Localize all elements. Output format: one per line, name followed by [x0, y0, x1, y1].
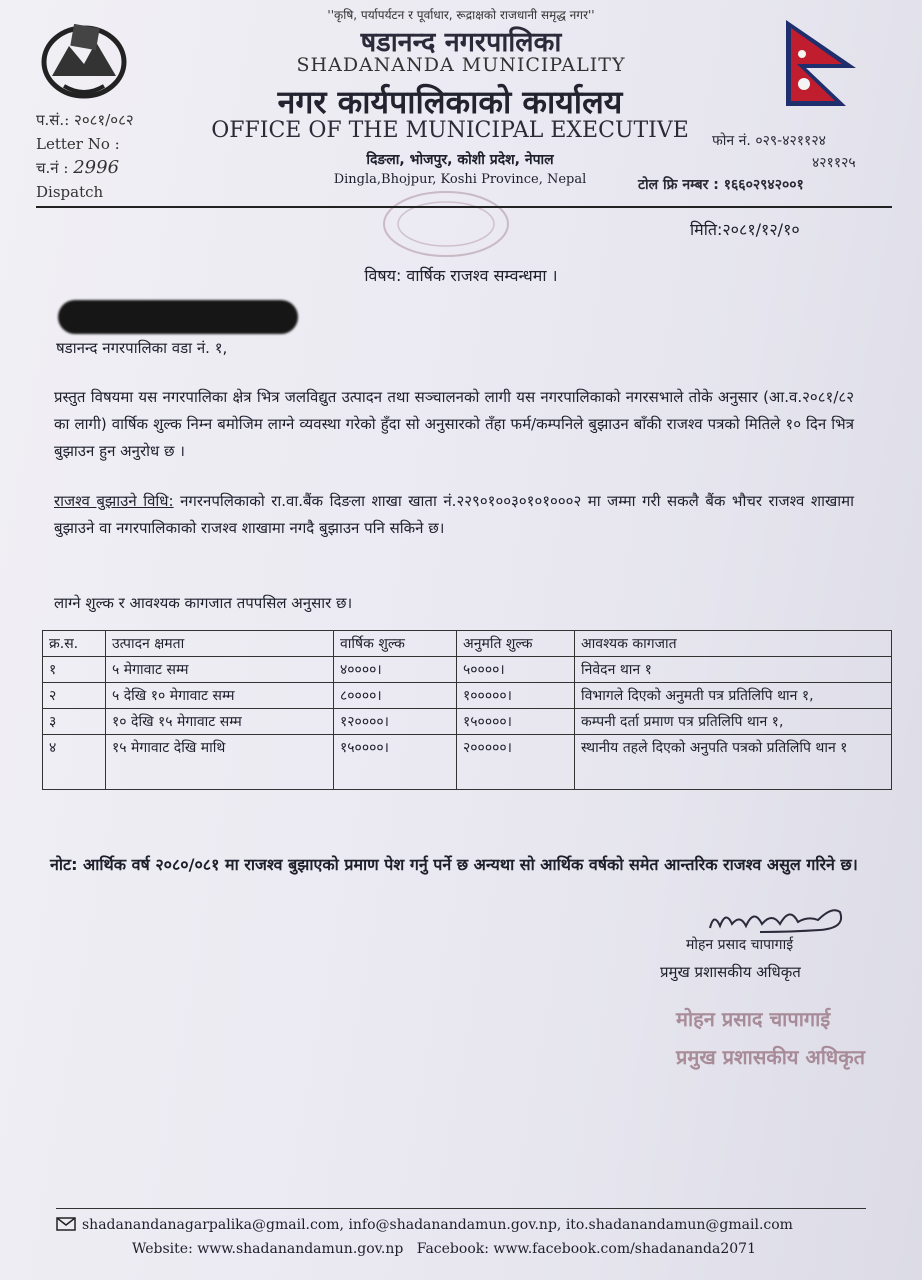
name-stamp — [676, 1000, 896, 1076]
handwritten-signature — [700, 902, 850, 936]
letter-reference-block — [36, 108, 134, 204]
table-cell: कम्पनी दर्ता प्रमाण पत्र प्रतिलिपि थान १, — [575, 709, 892, 735]
redaction-bar — [58, 300, 298, 334]
table-cell: १ — [43, 657, 106, 683]
tollfree-value: १६६०२९४२००१ — [723, 177, 804, 193]
table-header: क्र.स. — [43, 631, 106, 657]
addressee: षडानन्द नगरपालिका वडा नं. १, — [56, 339, 228, 357]
table-cell: विभागले दिएको अनुमती पत्र प्रतिलिपि थान १, — [575, 683, 892, 709]
fee-table — [42, 630, 892, 790]
table-row — [43, 683, 892, 709]
footer-emails-text: shadanandanagarpalika@gmail.com, info@shadanandamun.gov.np, ito.shadanandamun@gmail.com — [82, 1217, 793, 1233]
phone-2: ४२११२५ — [812, 155, 856, 171]
table-cell: २०००००। — [457, 735, 575, 790]
paragraph-fee-intro: लाग्ने शुल्क र आवश्यक कागजात तपपसिल अनुसार छ। — [54, 594, 353, 612]
letter-no-label: Letter No : — [36, 135, 120, 153]
note-paragraph: नोट: आर्थिक वर्ष २०८०/०८१ मा राजश्व बुझाएको प्रमाण पेश गर्नु पर्ने छ अन्यथा सो आर्थिक वर्षको समेत आन्तरिक राजश्व असुल गरिने छ। — [50, 855, 858, 874]
table-cell: ४००००। — [334, 657, 457, 683]
signatory-name: मोहन प्रसाद चापागाई — [686, 937, 794, 953]
municipality-name-en: SHADANANDA MUNICIPALITY — [296, 54, 626, 76]
municipality-name-np: षडानन्द नगरपालिका — [360, 27, 562, 58]
table-cell: १० देखि १५ मेगावाट सम्म — [106, 709, 334, 735]
letter-date: मिति:२०८१/१२/१० — [690, 220, 800, 239]
table-cell: १५ मेगावाट देखि माथि — [106, 735, 334, 790]
ps-label: प.सं.: — [36, 111, 70, 129]
stamp-post: प्रमुख प्रशासकीय अधिकृत — [676, 1045, 865, 1069]
office-name-np: नगर कार्यपालिकाको कार्यालय — [277, 83, 623, 121]
table-row — [43, 657, 892, 683]
table-cell: निवेदन थान १ — [575, 657, 892, 683]
footer-divider — [56, 1208, 866, 1209]
table-header: अनुमति शुल्क — [457, 631, 575, 657]
table-cell: ३ — [43, 709, 106, 735]
payment-method-text: नगरनपलिकाको रा.वा.बैंक दिङला शाखा खाता नं.२२९०१००३०१०१०००२ मा जम्मा गरी सकलै बैंक भौचर राजश्व शाखामा बुझाउने वा नगरपालिकाको राजश्व शाखामा नगदै बुझाउन पनि सकिने छ। — [54, 492, 854, 537]
dispatch-label: Dispatch — [36, 183, 104, 201]
table-cell: १५००००। — [334, 735, 457, 790]
table-cell: ५ मेगावाट सम्म — [106, 657, 334, 683]
table-cell: ८००००। — [334, 683, 457, 709]
table-cell: ५ देखि १० मेगावाट सम्म — [106, 683, 334, 709]
payment-method-label: राजश्व बुझाउने विधि: — [54, 492, 174, 510]
office-round-stamp — [376, 186, 516, 262]
address-np: दिङला, भोजपुर, कोशी प्रदेश, नेपाल — [366, 152, 554, 168]
table-header: उत्पादन क्षमता — [106, 631, 334, 657]
address-en: Dingla,Bhojpur, Koshi Province, Nepal — [333, 172, 587, 187]
mail-icon — [56, 1217, 76, 1231]
paragraph-payment-method — [54, 488, 854, 542]
footer-emails — [56, 1217, 793, 1233]
table-cell: १२००००। — [334, 709, 457, 735]
table-cell: १०००००। — [457, 683, 575, 709]
letter-subject: विषय: वार्षिक राजश्व सम्वन्धमा । — [364, 266, 558, 285]
ps-value: २०८१/०८२ — [74, 111, 134, 129]
phone-label: फोन नं. — [712, 133, 751, 149]
contact-block — [638, 130, 856, 196]
table-header: आवश्यक कागजात — [575, 631, 892, 657]
cn-label: च.नं : — [36, 159, 69, 177]
header-divider — [36, 206, 892, 208]
table-header-row — [43, 631, 892, 657]
tollfree-label: टोल फ्रि नम्बर : — [638, 177, 719, 193]
table-header: वार्षिक शुल्क — [334, 631, 457, 657]
table-cell: ४ — [43, 735, 106, 790]
footer-web: Website: www.shadanandamun.gov.np Facebook: www.facebook.com/shadananda2071 — [132, 1241, 756, 1257]
paragraph-intro: प्रस्तुत विषयमा यस नगरपालिका क्षेत्र भित्र जलविद्युत उत्पादन तथा सञ्चालनको लागी यस नगरपालिकाको नगरसभाले तोके अनुसार (आ.व.२०८१/८२ का लागी) वार्षिक शुल्क निम्न बमोजिम लाग्ने व्यवस्था गरेको हुँदा सो अनुसारको तँहा फर्म/कम्पनिले बुझाउन बाँकी राजश्व पत्रको मितिले १० दिन भित्र बुझाउन हुन अनुरोध छ । — [54, 388, 854, 460]
table-cell: ५००००। — [457, 657, 575, 683]
table-row — [43, 735, 892, 790]
tagline: ''कृषि, पर्यापर्यटन र पूर्वाधार, रूद्राक्षको राजधानी समृद्ध नगर'' — [327, 8, 595, 22]
office-name-en: OFFICE OF THE MUNICIPAL EXECUTIVE — [211, 118, 689, 143]
table-cell: १५००००। — [457, 709, 575, 735]
table-cell: २ — [43, 683, 106, 709]
signatory-post: प्रमुख प्रशासकीय अधिकृत — [660, 963, 801, 981]
cn-value: 2996 — [73, 157, 120, 178]
table-cell: स्थानीय तहले दिएको अनुपति पत्रको प्रतिलिपि थान १ — [575, 735, 892, 790]
table-row — [43, 709, 892, 735]
phone-1: ०२९-४२११२४ — [755, 133, 826, 149]
stamp-name: मोहन प्रसाद चापागाई — [676, 1007, 831, 1031]
